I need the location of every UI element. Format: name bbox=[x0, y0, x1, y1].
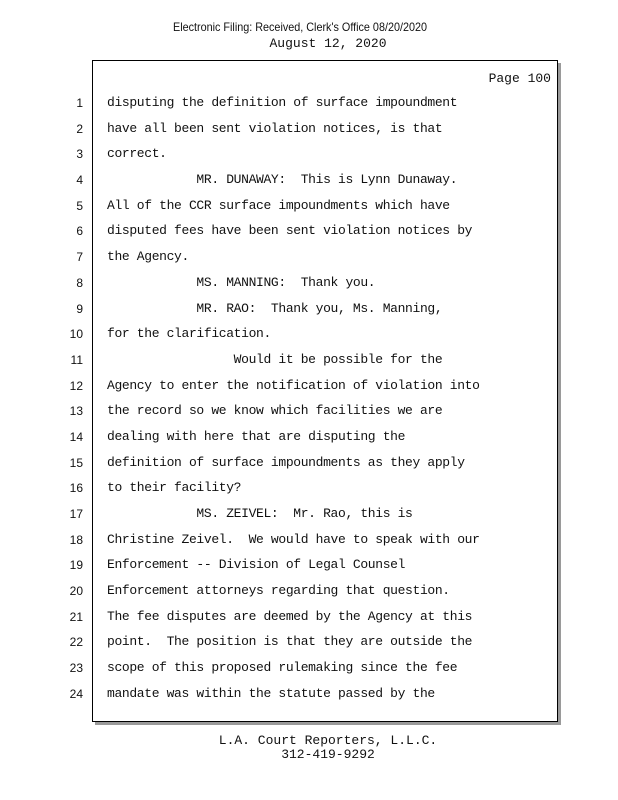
line-text: for the clarification. bbox=[107, 326, 271, 342]
transcript-line bbox=[0, 116, 560, 142]
line-text: MR. RAO: Thank you, Ms. Manning, bbox=[107, 300, 443, 316]
transcript-line bbox=[0, 90, 560, 116]
transcript-line bbox=[0, 552, 560, 578]
line-text: to their facility? bbox=[107, 480, 242, 496]
line-number: 13 bbox=[69, 404, 83, 419]
page-number: Page 100 bbox=[488, 71, 551, 86]
line-number: 24 bbox=[69, 686, 83, 701]
line-text: Enforcement attorneys regarding that question. bbox=[107, 583, 450, 599]
line-number: 10 bbox=[69, 327, 83, 342]
transcript-line bbox=[0, 218, 560, 244]
filing-stamp: Electronic Filing: Received, Clerk's Office 08/20/2020 bbox=[173, 20, 427, 34]
transcript-line bbox=[0, 604, 560, 630]
line-number: 22 bbox=[69, 635, 83, 650]
line-number: 7 bbox=[76, 250, 83, 265]
transcript-line bbox=[0, 629, 560, 655]
transcript-line bbox=[0, 655, 560, 681]
line-text: MS. MANNING: Thank you. bbox=[107, 274, 376, 290]
line-number: 9 bbox=[76, 301, 83, 316]
line-number: 20 bbox=[69, 584, 83, 599]
line-number: 6 bbox=[76, 224, 83, 239]
transcript-line bbox=[0, 681, 560, 707]
transcript-line bbox=[0, 296, 560, 322]
reporter-phone: 312-419-9292 bbox=[281, 747, 375, 762]
line-number: 1 bbox=[76, 96, 83, 110]
transcript-line bbox=[0, 501, 560, 527]
transcript-line bbox=[0, 475, 560, 501]
transcript-line bbox=[0, 424, 560, 450]
line-number: 19 bbox=[69, 558, 83, 573]
line-number: 12 bbox=[69, 378, 83, 393]
transcript-line bbox=[0, 270, 560, 296]
transcript-line bbox=[0, 527, 560, 553]
line-text: dealing with here that are disputing the bbox=[107, 428, 406, 444]
line-number: 23 bbox=[69, 661, 83, 676]
line-text: All of the CCR surface impoundments which have bbox=[107, 197, 450, 213]
line-number: 5 bbox=[76, 198, 83, 213]
line-text: the Agency. bbox=[107, 249, 189, 265]
line-number: 11 bbox=[70, 352, 83, 367]
line-number: 8 bbox=[76, 275, 83, 290]
line-text: the record so we know which facilities we are bbox=[107, 403, 443, 419]
line-text: Would it be possible for the bbox=[107, 351, 443, 367]
line-number: 21 bbox=[69, 609, 83, 624]
transcript-line bbox=[0, 398, 560, 424]
transcript-line bbox=[0, 193, 560, 219]
line-number: 3 bbox=[76, 147, 83, 162]
line-text: MR. DUNAWAY: This is Lynn Dunaway. bbox=[107, 172, 458, 188]
line-text: Agency to enter the notification of violation into bbox=[107, 377, 480, 393]
line-text: scope of this proposed rulemaking since the fee bbox=[107, 660, 458, 676]
line-text: point. The position is that they are outside the bbox=[107, 634, 473, 650]
transcript-line bbox=[0, 321, 560, 347]
transcript-line bbox=[0, 167, 560, 193]
line-text: disputed fees have been sent violation notices by bbox=[107, 223, 473, 239]
line-number: 18 bbox=[69, 532, 83, 547]
line-number: 16 bbox=[69, 481, 83, 496]
line-text: The fee disputes are deemed by the Agency at this bbox=[107, 608, 473, 624]
hearing-date: August 12, 2020 bbox=[269, 36, 387, 51]
line-text: correct. bbox=[107, 146, 167, 162]
line-number: 14 bbox=[69, 429, 83, 444]
line-text: definition of surface impoundments as they apply bbox=[107, 454, 465, 470]
transcript-line bbox=[0, 347, 560, 373]
line-number: 17 bbox=[69, 507, 83, 521]
transcript-line bbox=[0, 141, 560, 167]
transcript-lines bbox=[0, 90, 560, 707]
line-text: MS. ZEIVEL: Mr. Rao, this is bbox=[107, 506, 413, 521]
transcript-line bbox=[0, 244, 560, 270]
line-text: disputing the definition of surface impoundment bbox=[107, 95, 458, 110]
line-number: 15 bbox=[69, 455, 83, 470]
line-number: 4 bbox=[76, 173, 83, 188]
transcript-line bbox=[0, 578, 560, 604]
line-text: Christine Zeivel. We would have to speak with our bbox=[107, 531, 480, 547]
line-text: Enforcement -- Division of Legal Counsel bbox=[107, 557, 406, 573]
line-text: have all been sent violation notices, is that bbox=[107, 120, 443, 136]
reporter-company: L.A. Court Reporters, L.L.C. bbox=[218, 733, 438, 748]
line-number: 2 bbox=[76, 121, 83, 136]
line-text: mandate was within the statute passed by the bbox=[107, 685, 435, 701]
transcript-line bbox=[0, 373, 560, 399]
transcript-line bbox=[0, 450, 560, 476]
